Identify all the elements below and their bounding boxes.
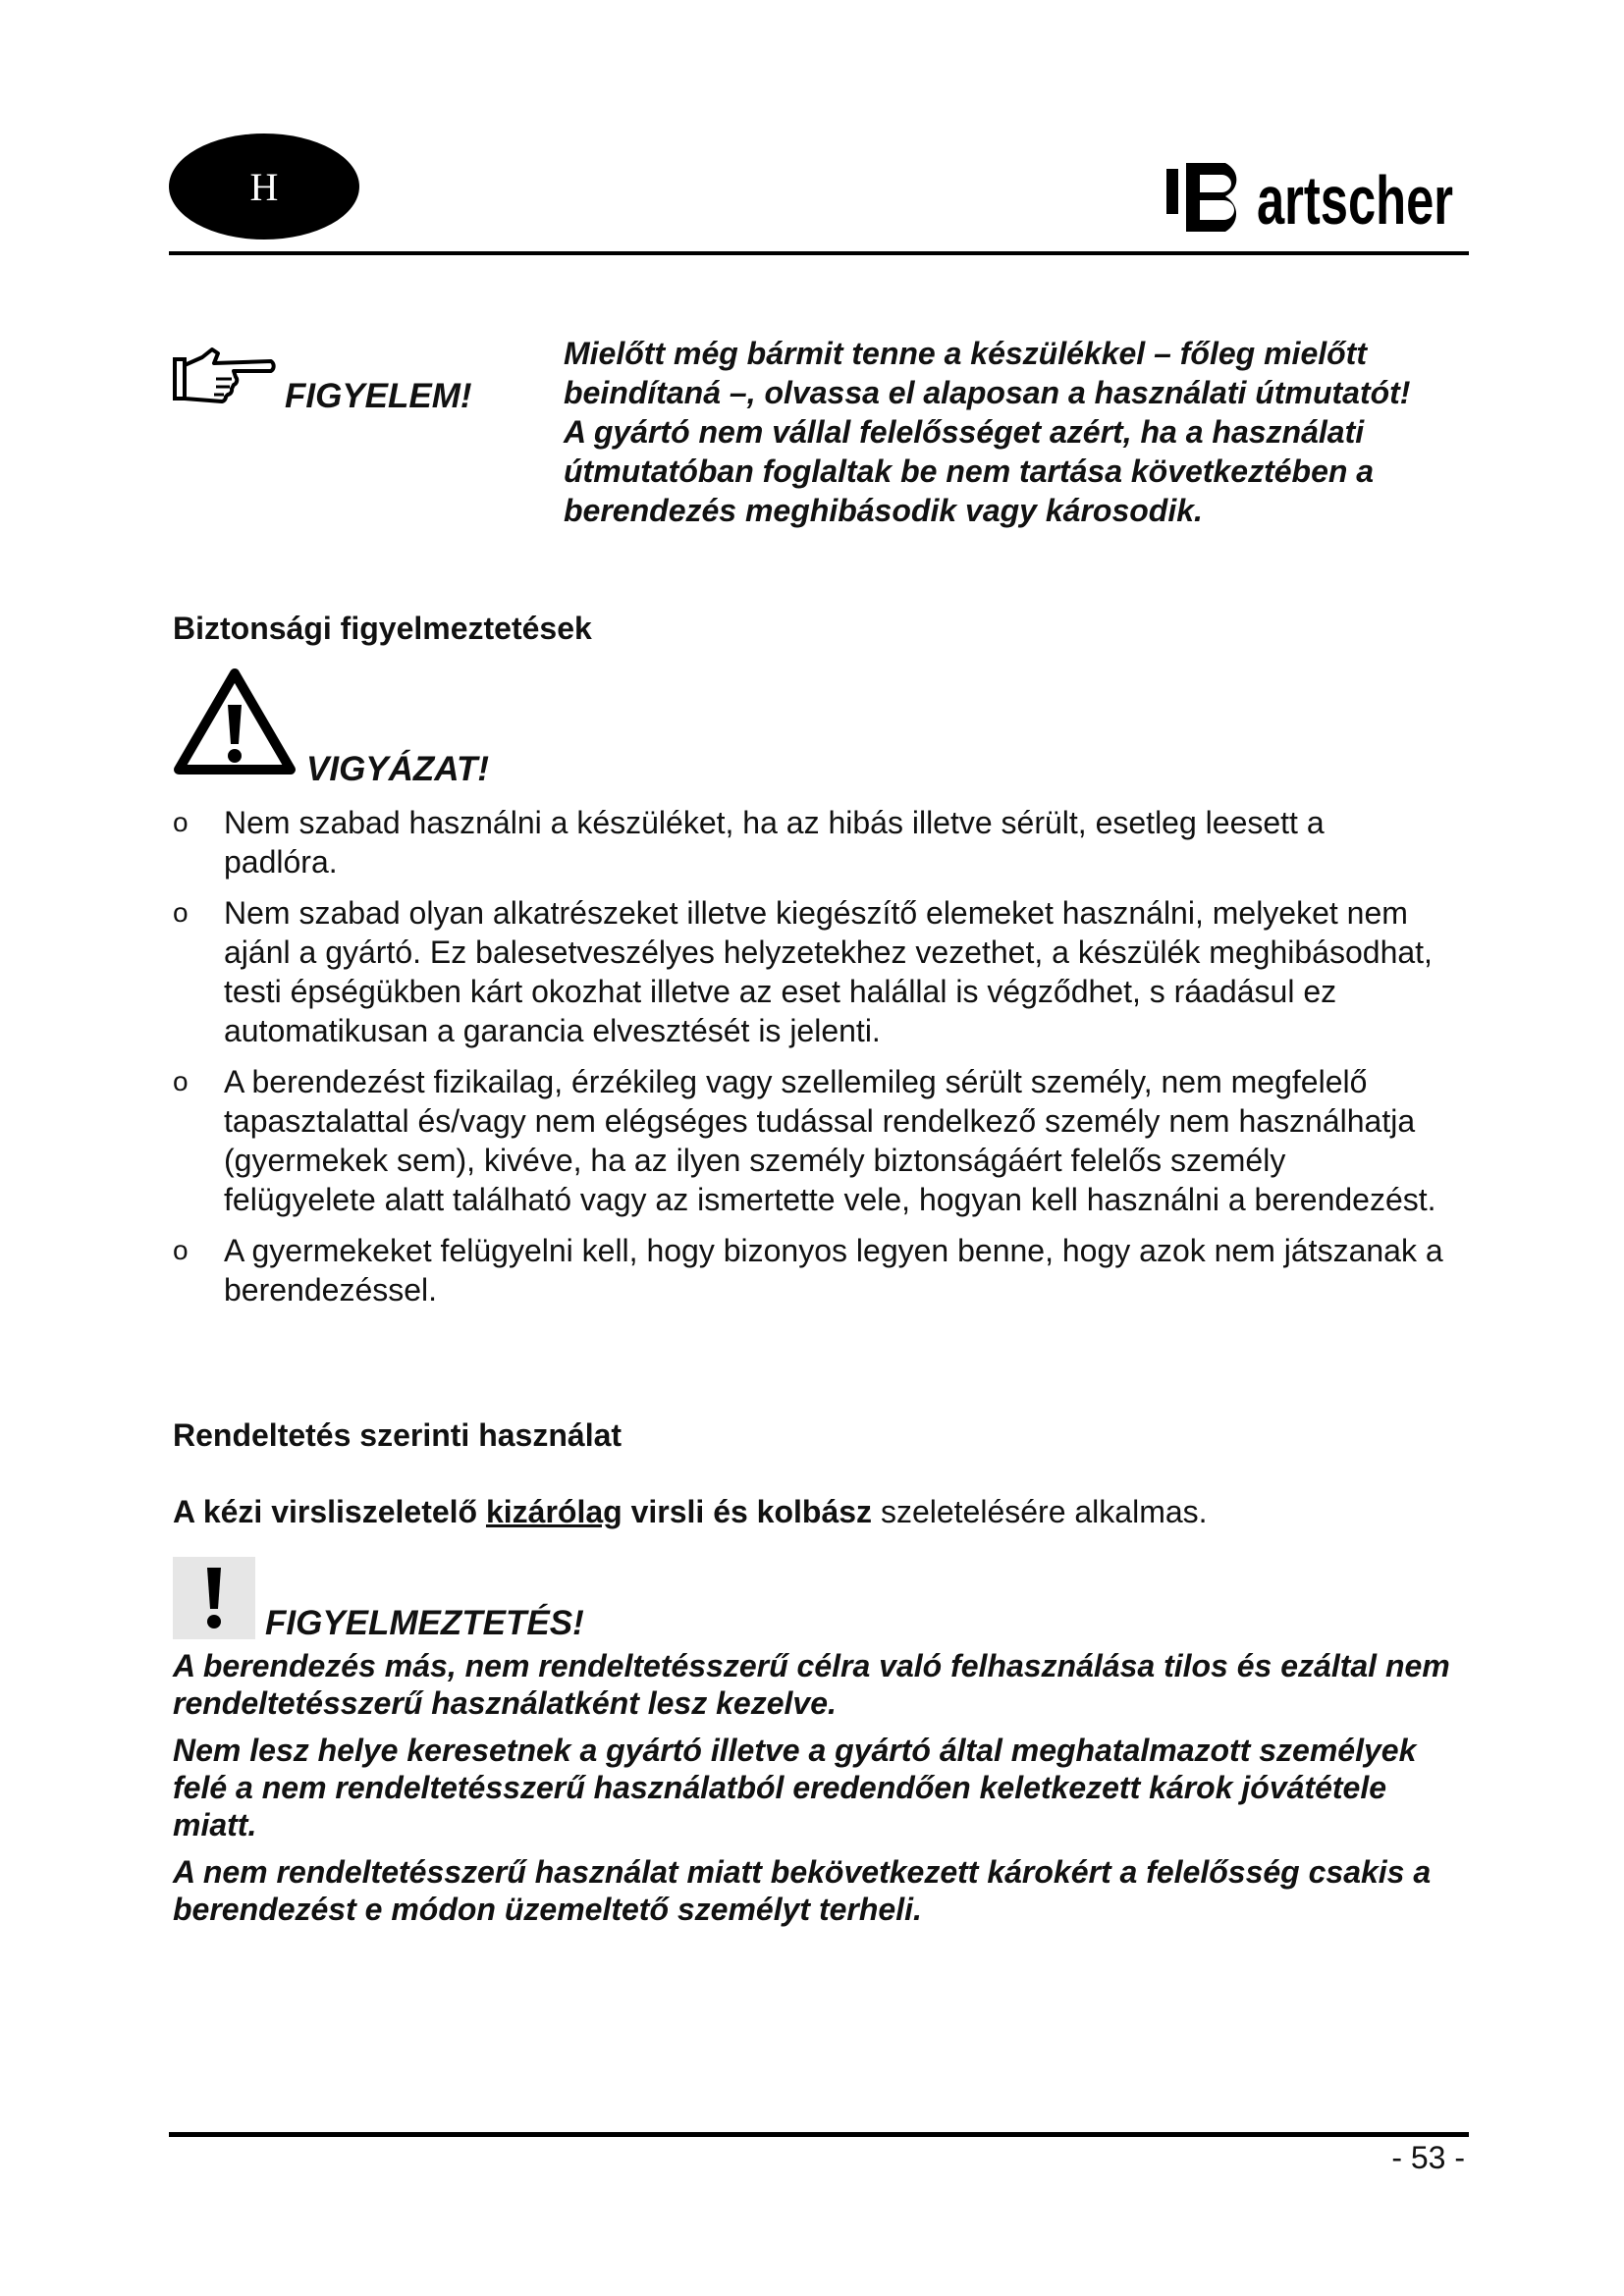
language-badge-label: H — [249, 164, 279, 209]
header-divider — [169, 251, 1469, 255]
bullet-marker: o — [173, 897, 189, 928]
svg-text:artscher: artscher — [1257, 162, 1453, 239]
bartscher-logo — [1166, 147, 1461, 241]
statement-part: virsli és kolbász — [622, 1494, 873, 1529]
pointing-hand-icon — [173, 346, 283, 404]
list-item — [169, 1062, 1445, 1219]
warning-paragraph: Nem lesz helye keresetnek a gyártó illetve a gyártó által meghatalmazott személyek felé a nem rendeltetésszerű használatból eredendően keletkezett károk jóvátétele miatt. — [173, 1733, 1417, 1842]
page-number: - 53 - — [1391, 2140, 1465, 2175]
footer-divider — [169, 2132, 1469, 2137]
warning-title: FIGYELMEZTETÉS! — [265, 1604, 584, 1642]
warning-paragraph: A berendezés más, nem rendeltetésszerű célra való felhasználása tilos és ezáltal nem rendeltetésszerű használatként lesz kezelve. — [173, 1648, 1450, 1721]
list-item-text: A gyermekeket felügyelni kell, hogy bizonyos legyen benne, hogy azok nem játszanak a berendezéssel. — [224, 1233, 1443, 1308]
language-badge — [169, 133, 359, 240]
list-item — [169, 893, 1445, 1050]
statement-part: A kézi virsliszeletelő — [173, 1494, 486, 1529]
intended-use-heading: Rendeltetés szerinti használat — [173, 1417, 623, 1453]
list-item-text: A berendezést fizikailag, érzékileg vagy szellemileg sérült személy, nem megfelelő tapasztalattal és/vagy nem elégséges tudással rendelkező személy nem használhatja (gyermekek sem), kivéve, ha az ilyen személy biztonságáért felelős személy felügyelete alatt található vagy az ismertette vele, hogyan kell használni a berendezést. — [224, 1064, 1436, 1217]
list-item-text: Nem szabad használni a készüléket, ha az hibás illetve sérült, esetleg leesett a padlóra. — [224, 805, 1325, 880]
notice-title: FIGYELEM! — [285, 377, 472, 415]
list-item — [169, 1231, 1445, 1309]
safety-list — [169, 803, 1445, 1321]
statement-part: szeletelésére alkalmas. — [872, 1494, 1208, 1529]
list-item-text: Nem szabad olyan alkatrészeket illetve kiegészítő elemeket használni, melyeket nem ajánl a gyártó. Ez balesetveszélyes helyzetekhez vezethet, a készülék meghibásodhat, testi épségükben kárt okozhat illetve az eset halállal is végződhet, s ráadásul ez automatikusan a garancia elvesztését is jelenti. — [224, 895, 1433, 1048]
bullet-marker: o — [173, 1235, 189, 1265]
exclamation-icon — [173, 1557, 255, 1639]
safety-heading: Biztonsági figyelmeztetések — [173, 611, 592, 646]
warning-paragraph: A nem rendeltetésszerű használat miatt bekövetkezett károkért a felelősség csakis a berendezést e módon üzemeltető személyt terheli. — [173, 1854, 1432, 1927]
notice-paragraph: A gyártó nem vállal felelősséget azért, ha a használati útmutatóban foglaltak be nem tartása következtében a berendezés meghibásodik vagy károsodik. — [564, 414, 1375, 528]
statement-emphasis: kizárólag — [485, 1494, 623, 1529]
warning-text — [173, 1647, 1479, 1938]
warning-triangle-icon — [173, 667, 297, 777]
list-item — [169, 803, 1445, 881]
intended-use-statement — [173, 1494, 1208, 1530]
bullet-marker: o — [173, 807, 189, 837]
caution-title: VIGYÁZAT! — [306, 750, 490, 788]
notice-text — [564, 334, 1467, 530]
bullet-marker: o — [173, 1066, 189, 1096]
notice-paragraph: Mielőtt még bármit tenne a készülékkel – főleg mielőtt beindítaná –, olvassa el alaposan a használati útmutatót! — [564, 336, 1411, 410]
